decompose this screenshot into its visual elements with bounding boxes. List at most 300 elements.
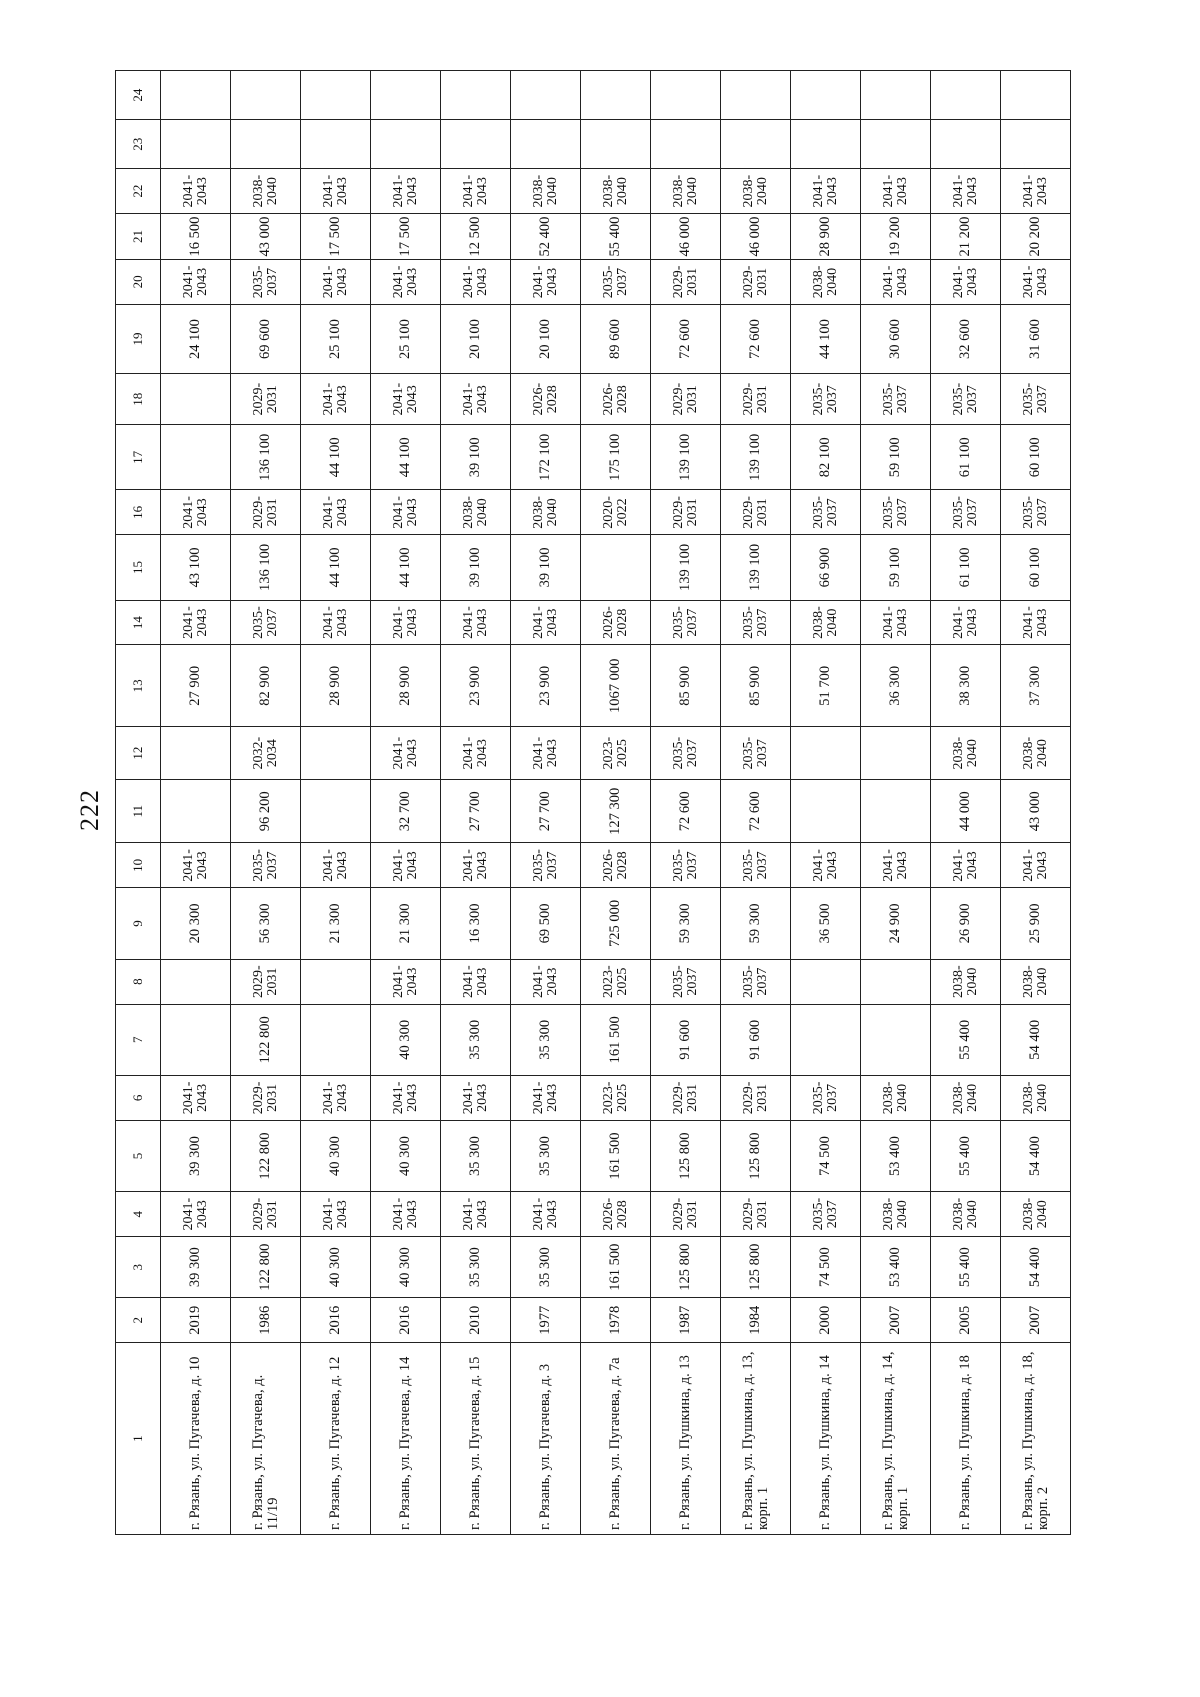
value-cell: 36 500 — [791, 888, 861, 959]
value-cell: 39 300 — [161, 1237, 231, 1298]
value-cell: 28 900 — [791, 214, 861, 260]
period-cell — [441, 600, 511, 645]
period-line: 2037 — [754, 851, 770, 880]
period-line: 2029- — [740, 382, 756, 416]
period-line: 2041- — [320, 849, 336, 882]
period-line: 2035- — [740, 965, 756, 998]
period-line: 2041- — [810, 849, 826, 882]
value-cell: 43 000 — [1001, 780, 1071, 843]
period-line: 2041- — [320, 382, 336, 416]
period-cell — [581, 374, 651, 425]
period-cell — [651, 1075, 721, 1120]
period-cell — [721, 843, 791, 888]
column-number-header: 6 — [116, 1075, 161, 1120]
period-cell — [721, 169, 791, 214]
period-line: 2037 — [684, 608, 700, 637]
value-cell: 40 300 — [371, 1120, 441, 1191]
period-line: 2028 — [614, 385, 630, 414]
table-row — [721, 71, 791, 1535]
column-number-header: 8 — [116, 959, 161, 1004]
period-line: 2040 — [544, 177, 560, 206]
period-line: 2043 — [474, 1083, 490, 1112]
value-cell: 72 600 — [721, 780, 791, 843]
value-cell: 1977 — [511, 1298, 581, 1343]
period-cell — [511, 259, 581, 304]
period-cell — [231, 1192, 301, 1237]
period-line: 2043 — [474, 1200, 490, 1229]
period-cell — [511, 843, 581, 888]
period-cell — [721, 600, 791, 645]
period-line: 2031 — [754, 267, 770, 296]
period-line: 2037 — [614, 267, 630, 296]
period-cell — [861, 843, 931, 888]
period-cell — [231, 1075, 301, 1120]
period-line: 2037 — [684, 851, 700, 880]
period-cell — [931, 169, 1001, 214]
value-cell: 2019 — [161, 1298, 231, 1343]
value-cell: 35 300 — [511, 1237, 581, 1298]
period-line: 2031 — [684, 498, 700, 527]
period-cell — [1001, 600, 1071, 645]
period-cell — [441, 490, 511, 535]
period-line: 2031 — [264, 967, 280, 996]
period-line: 2037 — [824, 385, 840, 414]
value-cell: 85 900 — [651, 645, 721, 727]
period-cell — [371, 600, 441, 645]
period-line: 2038- — [740, 174, 756, 208]
period-line: 2029- — [740, 496, 756, 529]
period-line: 2025 — [614, 967, 630, 996]
value-cell: 16 300 — [441, 888, 511, 959]
period-line: 2043 — [824, 851, 840, 880]
value-cell: 161 500 — [581, 1237, 651, 1298]
period-cell — [231, 259, 301, 304]
value-cell — [861, 780, 931, 843]
value-cell: 2016 — [371, 1298, 441, 1343]
address-cell: г. Рязань, ул. Пушкина, д. 18, корп. 2 — [1001, 1343, 1071, 1535]
value-cell: 55 400 — [581, 214, 651, 260]
period-line: 2043 — [334, 177, 350, 206]
value-cell: 136 100 — [231, 535, 301, 600]
value-cell: 69 500 — [511, 888, 581, 959]
period-cell — [441, 169, 511, 214]
table-row — [371, 71, 441, 1535]
value-cell — [301, 780, 371, 843]
period-line: 2041- — [390, 606, 406, 639]
header-row — [116, 71, 161, 1535]
value-cell: 66 900 — [791, 535, 861, 600]
period-line: 2035- — [810, 1081, 826, 1115]
period-cell — [511, 374, 581, 425]
value-cell — [791, 120, 861, 169]
period-cell — [931, 843, 1001, 888]
period-cell — [161, 843, 231, 888]
value-cell — [231, 71, 301, 120]
period-line: 2043 — [544, 267, 560, 296]
period-line: 2029- — [250, 382, 266, 416]
period-line: 2029- — [250, 1197, 266, 1231]
period-cell — [651, 727, 721, 780]
period-line: 2035- — [740, 849, 756, 882]
period-line: 2040 — [964, 739, 980, 768]
period-line: 2041- — [320, 174, 336, 208]
period-line: 2031 — [264, 498, 280, 527]
period-line: 2040 — [1034, 1200, 1050, 1229]
value-cell: 85 900 — [721, 645, 791, 727]
period-line: 2041- — [180, 849, 196, 882]
value-cell — [1001, 120, 1071, 169]
period-line: 2035- — [950, 496, 966, 529]
value-cell — [161, 120, 231, 169]
value-cell: 44 100 — [301, 425, 371, 490]
period-line: 2041- — [530, 736, 546, 770]
period-line: 2041- — [1020, 265, 1036, 299]
period-line: 2037 — [824, 498, 840, 527]
value-cell: 43 000 — [231, 214, 301, 260]
value-cell — [791, 71, 861, 120]
value-cell: 39 100 — [441, 425, 511, 490]
value-cell: 136 100 — [231, 425, 301, 490]
value-cell — [371, 120, 441, 169]
period-line: 2037 — [544, 851, 560, 880]
value-cell: 139 100 — [651, 425, 721, 490]
period-line: 2043 — [544, 608, 560, 637]
value-cell: 72 600 — [651, 780, 721, 843]
value-cell — [791, 1004, 861, 1075]
period-cell — [301, 169, 371, 214]
period-line: 2041- — [390, 965, 406, 998]
period-line: 2029- — [670, 496, 686, 529]
period-line: 2043 — [964, 267, 980, 296]
value-cell: 55 400 — [931, 1004, 1001, 1075]
value-cell: 32 700 — [371, 780, 441, 843]
value-cell: 24 900 — [861, 888, 931, 959]
table-row — [161, 71, 231, 1535]
value-cell — [861, 1004, 931, 1075]
period-line: 2037 — [964, 498, 980, 527]
value-cell — [651, 120, 721, 169]
value-cell: 35 300 — [441, 1237, 511, 1298]
period-line: 2029- — [740, 1081, 756, 1115]
value-cell — [1001, 71, 1071, 120]
value-cell: 1067 000 — [581, 645, 651, 727]
period-line: 2031 — [684, 267, 700, 296]
period-line: 2041- — [880, 174, 896, 208]
table-row — [441, 71, 511, 1535]
period-line: 2041- — [390, 496, 406, 529]
column-number-header: 21 — [116, 214, 161, 260]
period-line: 2041- — [810, 174, 826, 208]
value-cell: 161 500 — [581, 1120, 651, 1191]
column-number-header: 1 — [116, 1343, 161, 1535]
column-number-header: 14 — [116, 600, 161, 645]
period-line: 2038- — [250, 174, 266, 208]
value-cell — [161, 374, 231, 425]
period-line: 2037 — [1034, 498, 1050, 527]
period-line: 2040 — [474, 498, 490, 527]
value-cell — [441, 120, 511, 169]
period-line: 2031 — [754, 1200, 770, 1229]
period-line: 2041- — [320, 606, 336, 639]
period-cell — [651, 959, 721, 1004]
value-cell: 82 100 — [791, 425, 861, 490]
period-line: 2041- — [390, 1081, 406, 1115]
period-line: 2037 — [684, 739, 700, 768]
period-line: 2022 — [614, 498, 630, 527]
period-line: 2040 — [964, 1200, 980, 1229]
value-cell: 125 800 — [721, 1237, 791, 1298]
period-line: 2035- — [880, 496, 896, 529]
value-cell: 26 900 — [931, 888, 1001, 959]
period-cell — [301, 1075, 371, 1120]
period-line: 2038- — [810, 606, 826, 639]
period-cell — [511, 600, 581, 645]
value-cell: 46 000 — [651, 214, 721, 260]
period-line: 2020- — [600, 496, 616, 529]
value-cell: 27 700 — [511, 780, 581, 843]
period-line: 2041- — [1020, 174, 1036, 208]
value-cell — [931, 71, 1001, 120]
value-cell — [581, 120, 651, 169]
period-line: 2038- — [670, 174, 686, 208]
value-cell: 2007 — [861, 1298, 931, 1343]
period-line: 2041- — [530, 1081, 546, 1115]
period-line: 2037 — [264, 851, 280, 880]
value-cell: 125 800 — [651, 1237, 721, 1298]
address-cell: г. Рязань, ул. Пугачева, д. 10 — [161, 1343, 231, 1535]
value-cell: 91 600 — [721, 1004, 791, 1075]
period-line: 2043 — [824, 177, 840, 206]
address-cell: г. Рязань, ул. Пушкина, д. 14, корп. 1 — [861, 1343, 931, 1535]
period-cell — [791, 1075, 861, 1120]
period-line: 2040 — [964, 1083, 980, 1112]
period-line: 2041- — [460, 1081, 476, 1115]
table-row — [511, 71, 581, 1535]
value-cell: 20 300 — [161, 888, 231, 959]
value-cell: 122 800 — [231, 1237, 301, 1298]
period-cell — [931, 959, 1001, 1004]
period-cell — [371, 727, 441, 780]
value-cell: 72 600 — [721, 304, 791, 373]
period-line: 2038- — [950, 736, 966, 770]
period-line: 2040 — [684, 177, 700, 206]
period-line: 2028 — [544, 385, 560, 414]
period-cell — [791, 259, 861, 304]
period-cell — [371, 1192, 441, 1237]
period-line: 2041- — [880, 606, 896, 639]
period-line: 2043 — [544, 967, 560, 996]
period-line: 2040 — [1034, 739, 1050, 768]
period-line: 2035- — [810, 1197, 826, 1231]
period-line: 2041- — [390, 736, 406, 770]
period-line: 2023- — [600, 1081, 616, 1115]
period-cell — [301, 1192, 371, 1237]
value-cell: 44 000 — [931, 780, 1001, 843]
period-cell — [931, 259, 1001, 304]
value-cell: 27 900 — [161, 645, 231, 727]
period-cell — [721, 1192, 791, 1237]
period-line: 2041- — [320, 496, 336, 529]
period-line: 2035- — [1020, 382, 1036, 416]
period-line: 2037 — [894, 498, 910, 527]
value-cell: 44 100 — [791, 304, 861, 373]
value-cell: 16 500 — [161, 214, 231, 260]
period-line: 2031 — [264, 1200, 280, 1229]
period-line: 2043 — [474, 851, 490, 880]
value-cell: 24 100 — [161, 304, 231, 373]
value-cell: 44 100 — [301, 535, 371, 600]
period-cell — [581, 959, 651, 1004]
period-line: 2043 — [194, 267, 210, 296]
value-cell — [651, 71, 721, 120]
period-line: 2035- — [810, 496, 826, 529]
value-cell: 1986 — [231, 1298, 301, 1343]
period-line: 2043 — [194, 498, 210, 527]
period-line: 2037 — [754, 739, 770, 768]
period-line: 2038- — [1020, 965, 1036, 998]
period-line: 2037 — [824, 1083, 840, 1112]
period-line: 2029- — [250, 965, 266, 998]
period-line: 2041- — [530, 965, 546, 998]
value-cell — [301, 727, 371, 780]
value-cell: 139 100 — [721, 535, 791, 600]
value-cell — [511, 71, 581, 120]
period-cell — [161, 259, 231, 304]
period-line: 2041- — [390, 1197, 406, 1231]
period-line: 2038- — [880, 1081, 896, 1115]
period-cell — [861, 169, 931, 214]
column-number-header: 3 — [116, 1237, 161, 1298]
period-line: 2028 — [614, 851, 630, 880]
value-cell: 39 300 — [161, 1120, 231, 1191]
period-line: 2043 — [474, 608, 490, 637]
value-cell: 21 300 — [371, 888, 441, 959]
table-row — [861, 71, 931, 1535]
period-line: 2041- — [320, 265, 336, 299]
value-cell: 17 500 — [371, 214, 441, 260]
period-line: 2040 — [964, 967, 980, 996]
value-cell: 72 600 — [651, 304, 721, 373]
period-cell — [861, 600, 931, 645]
period-line: 2040 — [1034, 1083, 1050, 1112]
period-cell — [651, 843, 721, 888]
address-cell: г. Рязань, ул. Пушкина, д. 18 — [931, 1343, 1001, 1535]
value-cell: 53 400 — [861, 1237, 931, 1298]
period-line: 2035- — [250, 849, 266, 882]
period-line: 2035- — [600, 265, 616, 299]
period-line: 2041- — [530, 1197, 546, 1231]
period-line: 2038- — [1020, 1197, 1036, 1231]
period-line: 2043 — [474, 177, 490, 206]
period-line: 2035- — [670, 965, 686, 998]
period-line: 2037 — [684, 967, 700, 996]
value-cell: 175 100 — [581, 425, 651, 490]
value-cell: 139 100 — [721, 425, 791, 490]
period-line: 2038- — [950, 1197, 966, 1231]
period-cell — [861, 1075, 931, 1120]
value-cell: 2005 — [931, 1298, 1001, 1343]
period-line: 2041- — [180, 174, 196, 208]
period-cell — [931, 1192, 1001, 1237]
address-cell: г. Рязань, ул. Пушкина, д. 14 — [791, 1343, 861, 1535]
value-cell: 54 400 — [1001, 1120, 1071, 1191]
period-cell — [861, 374, 931, 425]
period-line: 2031 — [754, 385, 770, 414]
period-cell — [721, 959, 791, 1004]
value-cell: 59 100 — [861, 425, 931, 490]
period-line: 2043 — [334, 608, 350, 637]
value-cell — [301, 1004, 371, 1075]
repair-schedule-table — [115, 70, 1071, 1535]
value-cell: 40 300 — [371, 1237, 441, 1298]
period-cell — [371, 374, 441, 425]
value-cell: 46 000 — [721, 214, 791, 260]
period-line: 2043 — [194, 608, 210, 637]
period-line: 2040 — [824, 267, 840, 296]
value-cell: 89 600 — [581, 304, 651, 373]
period-line: 2031 — [684, 385, 700, 414]
value-cell — [161, 959, 231, 1004]
value-cell: 28 900 — [301, 645, 371, 727]
period-line: 2043 — [964, 177, 980, 206]
period-cell — [651, 259, 721, 304]
period-cell — [301, 843, 371, 888]
value-cell — [861, 959, 931, 1004]
column-number-header: 23 — [116, 120, 161, 169]
period-line: 2029- — [670, 1197, 686, 1231]
period-cell — [581, 1075, 651, 1120]
period-line: 2043 — [474, 267, 490, 296]
value-cell — [791, 959, 861, 1004]
period-line: 2026- — [600, 606, 616, 639]
value-cell: 2016 — [301, 1298, 371, 1343]
value-cell: 55 400 — [931, 1237, 1001, 1298]
value-cell: 23 900 — [511, 645, 581, 727]
period-line: 2035- — [1020, 496, 1036, 529]
period-line: 2040 — [264, 177, 280, 206]
period-line: 2041- — [390, 174, 406, 208]
value-cell: 21 200 — [931, 214, 1001, 260]
period-cell — [301, 374, 371, 425]
column-number-header: 24 — [116, 71, 161, 120]
value-cell: 35 300 — [441, 1120, 511, 1191]
period-line: 2041- — [460, 736, 476, 770]
column-number-header: 22 — [116, 169, 161, 214]
period-cell — [931, 727, 1001, 780]
period-line: 2031 — [684, 1200, 700, 1229]
period-line: 2037 — [264, 608, 280, 637]
period-cell — [301, 259, 371, 304]
period-line: 2040 — [894, 1083, 910, 1112]
period-cell — [1001, 259, 1071, 304]
column-number-header: 5 — [116, 1120, 161, 1191]
value-cell: 40 300 — [301, 1237, 371, 1298]
value-cell: 39 100 — [441, 535, 511, 600]
value-cell: 59 300 — [721, 888, 791, 959]
value-cell — [581, 71, 651, 120]
period-line: 2035- — [880, 382, 896, 416]
value-cell: 52 400 — [511, 214, 581, 260]
table-row — [231, 71, 301, 1535]
period-cell — [651, 169, 721, 214]
value-cell: 61 100 — [931, 425, 1001, 490]
period-line: 2038- — [950, 965, 966, 998]
period-line: 2041- — [320, 1081, 336, 1115]
period-line: 2041- — [460, 965, 476, 998]
period-cell — [161, 1075, 231, 1120]
table-row — [791, 71, 861, 1535]
value-cell: 56 300 — [231, 888, 301, 959]
